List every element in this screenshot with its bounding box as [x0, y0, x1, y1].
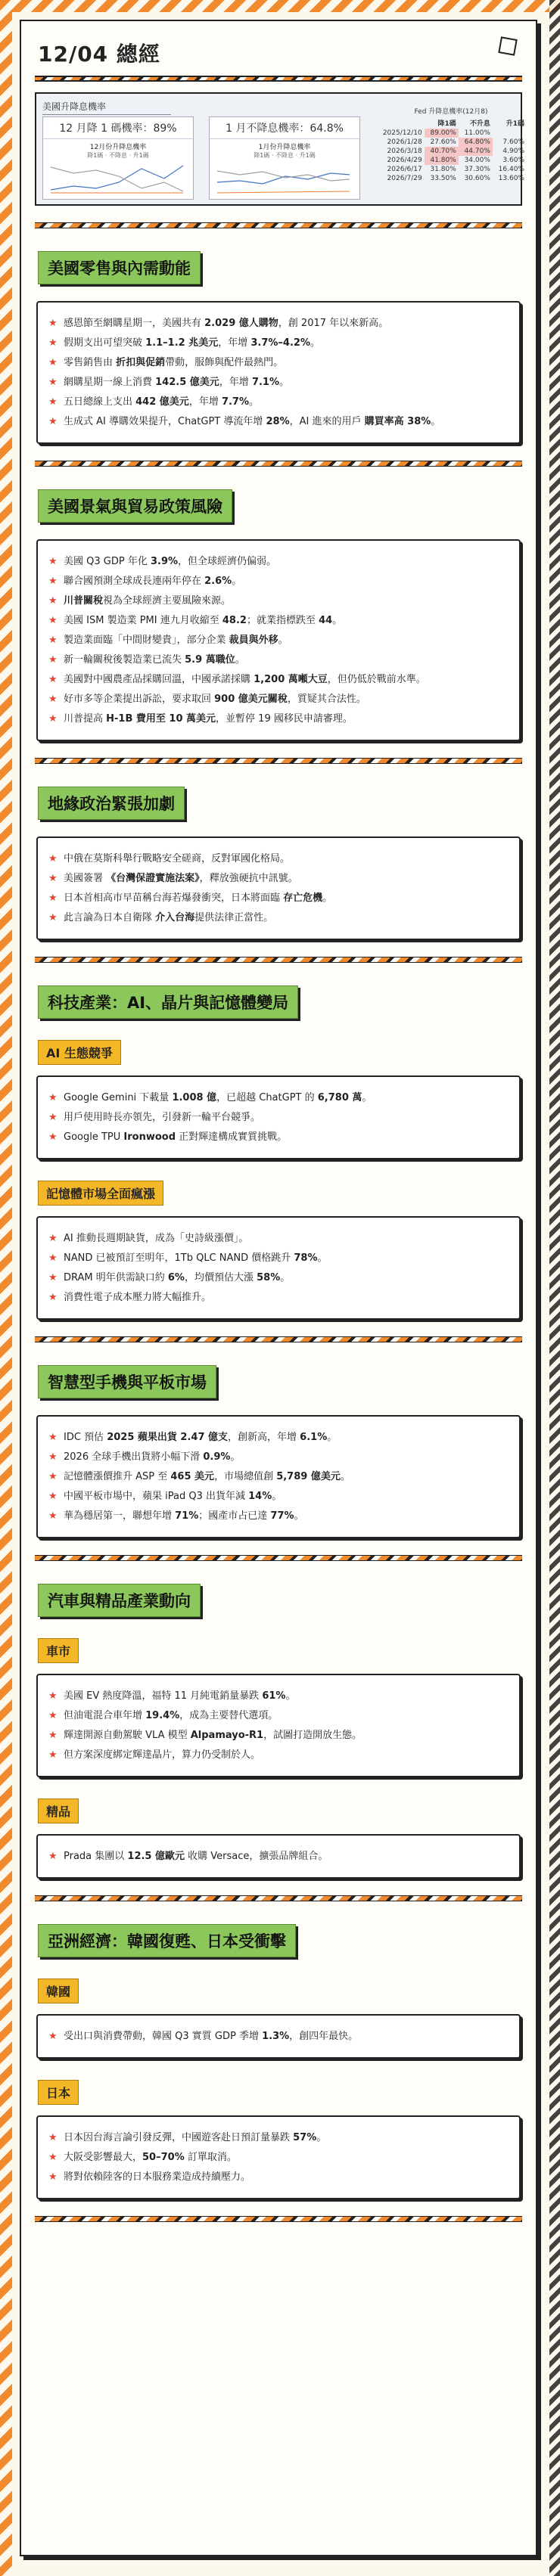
- legend-item: 升1碼: [132, 152, 149, 159]
- highlight-text: 裁員與外移: [229, 635, 278, 646]
- dec-probability-label: 12 月降 1 碼機率：89%: [43, 117, 193, 139]
- bullet-item: ★ 川普提高 H-1B 費用至 10 萬美元，並暫停 19 國移民申請審理。: [48, 711, 509, 727]
- section-divider: [35, 222, 522, 228]
- subsection-title: 日本: [38, 2080, 79, 2105]
- section-title: 汽車與精品產業動向: [38, 1584, 201, 1617]
- star-icon: ★: [48, 1851, 58, 1862]
- bullet-item: ★ 中俄在莫斯科舉行戰略安全磋商，反對軍國化格局。: [48, 851, 509, 867]
- highlight-text: 購買率高 38%: [364, 416, 431, 427]
- bullet-item: ★ 網購星期一線上消費 142.5 億美元，年增 7.1%。: [48, 374, 509, 390]
- star-icon: ★: [48, 1710, 58, 1721]
- highlight-text: 61%: [262, 1690, 286, 1702]
- highlight-text: 0.9%: [203, 1451, 231, 1463]
- star-icon: ★: [48, 2031, 58, 2042]
- section-divider: [35, 461, 522, 467]
- section-divider: [35, 1555, 522, 1561]
- subsection-title: 記憶體市場全面瘋漲: [38, 1181, 163, 1206]
- highlight-text: 142.5 億美元: [155, 377, 219, 388]
- highlight-text: 1.1–1.2 兆美元: [145, 337, 219, 349]
- fed-table-header: [375, 117, 527, 129]
- highlight-text: 71%: [175, 1510, 199, 1522]
- highlight-text: 7.7%: [221, 396, 250, 408]
- dec-legend: 降1碼 · 不降息 · 升1碼: [87, 152, 149, 159]
- bullet-item: ★ 此言論為日本自衛隊 介入台海提供法律正當性。: [48, 910, 509, 926]
- fed-table-cell: 27.60%: [430, 138, 456, 146]
- section-title: 亞洲經濟：韓國復甦、日本受衝擊: [38, 1924, 296, 1957]
- star-icon: ★: [48, 1690, 58, 1702]
- highlight-text: 存亡危機: [283, 892, 323, 904]
- fed-table: [375, 117, 527, 183]
- star-icon: ★: [48, 873, 58, 884]
- bullet-card: [36, 539, 521, 741]
- section-title: 智慧型手機與平板市場: [38, 1365, 216, 1398]
- star-icon: ★: [48, 377, 58, 388]
- highlight-text: 3.9%: [150, 556, 179, 567]
- bullet-item: ★ 中國平板市場中，蘋果 iPad Q3 出貨年減 14%。: [48, 1488, 509, 1504]
- section-divider: [35, 758, 522, 764]
- legend-item: 升1碼: [299, 152, 316, 159]
- fed-header-cell: 升1碼: [506, 120, 524, 128]
- bullet-item: ★ 大阪受影響最大，50–70% 訂單取消。: [48, 2149, 509, 2165]
- highlight-text: 介入台海: [155, 912, 195, 923]
- fed-table-row: [375, 156, 527, 165]
- highlight-text: 1.008 億: [172, 1092, 217, 1103]
- bullet-item: ★ 美國 ISM 製造業 PMI 連九月收縮至 48.2；就業指標跌至 44。: [48, 613, 509, 628]
- star-icon: ★: [48, 1233, 58, 1244]
- fed-table-cell: 89.00%: [425, 129, 459, 138]
- star-icon: ★: [48, 635, 58, 646]
- fed-table-cell: 7.60%: [502, 138, 524, 146]
- fed-table-cell: 16.40%: [498, 166, 524, 173]
- highlight-text: 5.9 萬職位: [185, 654, 235, 666]
- fed-table-cell: 2026/7/29: [387, 175, 422, 182]
- bullet-item: ★ 聯合國預測全球成長連兩年停在 2.6%。: [48, 573, 509, 589]
- bullet-card: [36, 2014, 521, 2059]
- fed-probability-table: [375, 106, 527, 183]
- section-title: 美國零售與內需動能: [38, 251, 201, 284]
- highlight-text: 6.1%: [300, 1432, 328, 1443]
- bullet-card: [36, 301, 521, 444]
- fed-table-cell: 11.00%: [464, 129, 490, 137]
- star-icon: ★: [48, 1252, 58, 1264]
- highlight-text: 442 億美元: [135, 396, 189, 408]
- subsection-title: AI 生態競爭: [38, 1040, 121, 1065]
- bullet-item: ★ 新一輪關稅後製造業已流失 5.9 萬職位。: [48, 652, 509, 668]
- bullet-item: ★ 消費性電子成本壓力將大幅推升。: [48, 1290, 509, 1305]
- highlight-text: 12.5 億歐元: [127, 1851, 185, 1862]
- fed-table-row: [375, 129, 527, 138]
- star-icon: ★: [48, 1272, 58, 1283]
- section-divider: [35, 1336, 522, 1342]
- star-icon: ★: [48, 1471, 58, 1482]
- highlight-text: 50–70%: [142, 2152, 185, 2163]
- fed-table-cell: 13.60%: [498, 175, 524, 182]
- fed-table-cell: 2026/1/28: [387, 138, 422, 146]
- banner-label: 美國升降息機率: [42, 100, 171, 115]
- section-title: 地緣政治緊張加劇: [38, 787, 185, 820]
- fed-table-cell: 64.80%: [459, 138, 493, 147]
- bullet-item: ★ AI 推動長週期缺貨，成為「史詩級漲價」。: [48, 1231, 509, 1246]
- bullet-item: ★ Google Gemini 下載量 1.008 億，已超越 ChatGPT 的 6,780 萬。: [48, 1090, 509, 1106]
- subsection-title: 精品: [38, 1799, 79, 1823]
- star-icon: ★: [48, 853, 58, 864]
- star-icon: ★: [48, 1730, 58, 1741]
- legend-item: 不降息: [275, 152, 294, 159]
- bullet-card: [36, 2115, 521, 2199]
- star-icon: ★: [48, 713, 58, 725]
- right-stripe: [549, 0, 560, 2576]
- jan-series-line: [217, 173, 350, 184]
- bullet-item: ★ NAND 已被預訂至明年，1Tb QLC NAND 價格跳升 78%。: [48, 1250, 509, 1266]
- section-divider: [35, 1895, 522, 1901]
- section-divider: [35, 957, 522, 963]
- highlight-text: 折扣與促銷: [116, 357, 166, 368]
- highlight-text: 48.2: [222, 615, 247, 626]
- section-divider: [35, 2216, 522, 2222]
- star-icon: ★: [48, 318, 58, 329]
- bullet-card: [36, 1415, 521, 1538]
- star-icon: ★: [48, 1092, 58, 1103]
- star-icon: ★: [48, 694, 58, 705]
- star-icon: ★: [48, 1131, 58, 1143]
- bullet-item: ★ 川普關稅視為全球經濟主要風險來源。: [48, 593, 509, 609]
- bullet-item: ★ 華為穩居第一，聯想年增 71%；國產市占已達 77%。: [48, 1508, 509, 1524]
- bullet-item: ★ 但方案深度綁定輝達晶片，算力仍受制於人。: [48, 1747, 509, 1763]
- star-icon: ★: [48, 2152, 58, 2163]
- dec-series-line: [51, 167, 183, 191]
- bullet-item: ★ DRAM 明年供需缺口約 6%，均價預估大漲 58%。: [48, 1270, 509, 1286]
- highlight-text: 58%: [257, 1272, 281, 1283]
- bullet-card: [36, 1834, 521, 1879]
- fed-table-cell: [493, 129, 527, 138]
- content-sections: [35, 228, 522, 2222]
- bullet-item: ★ 但油電混合車年增 19.4%，成為主要替代選項。: [48, 1708, 509, 1724]
- bullet-item: ★ 日本首相高市早苗稱台海若爆發衝突，日本將面臨 存亡危機。: [48, 890, 509, 906]
- bullet-item: ★ 製造業面臨「中間財變貴」，部分企業 裁員與外移。: [48, 632, 509, 648]
- bullet-item: ★ 五日總線上支出 442 億美元，年增 7.7%。: [48, 394, 509, 410]
- fed-header-cell: 降1碼: [437, 120, 456, 128]
- bullet-item: ★ 輝達開源自動駕駛 VLA 模型 Alpamayo-R1，試圖打造開放生態。: [48, 1727, 509, 1743]
- legend-item: 不降息: [109, 152, 127, 159]
- star-icon: ★: [48, 1749, 58, 1761]
- bullet-item: ★ 美國對中國農產品採購回溫，中國承諾採購 1,200 萬噸大豆，但仍低於戰前水準。: [48, 672, 509, 687]
- jan-probability-label: 1 月不降息機率：64.8%: [210, 117, 359, 139]
- bullet-item: ★ 美國 Q3 GDP 年化 3.9%，但全球經濟仍偏弱。: [48, 554, 509, 570]
- star-icon: ★: [48, 556, 58, 567]
- highlight-text: 1.3%: [262, 2031, 290, 2042]
- bullet-item: ★ 2026 全球手機出貨將小幅下滑 0.9%。: [48, 1449, 509, 1465]
- highlight-text: 《台灣保證實施法案》: [106, 873, 200, 884]
- fed-header-cell: [375, 117, 425, 129]
- fed-table-row: [375, 165, 527, 174]
- bullet-item: ★ 假期支出可望突破 1.1–1.2 兆美元，年增 3.7%–4.2%。: [48, 335, 509, 351]
- highlight-text: 川普關稅: [64, 595, 104, 607]
- fed-table-title: Fed 升降息機率(12月8): [414, 108, 488, 116]
- highlight-text: 77%: [270, 1510, 294, 1522]
- highlight-text: Ironwood: [123, 1131, 176, 1143]
- jan-panel: [209, 116, 360, 200]
- star-icon: ★: [48, 576, 58, 587]
- dec-series-line: [51, 166, 183, 190]
- star-icon: ★: [48, 1451, 58, 1463]
- bullet-item: ★ 感恩節至網購星期一，美國共有 2.029 億人購物，創 2017 年以來新高。: [48, 315, 509, 331]
- highlight-text: 19.4%: [145, 1710, 180, 1721]
- star-icon: ★: [48, 1112, 58, 1123]
- star-icon: ★: [48, 337, 58, 349]
- fed-table-cell: 33.50%: [430, 175, 456, 182]
- star-icon: ★: [48, 416, 58, 427]
- bullet-item: ★ 日本因台海言論引發反彈，中國遊客赴日預訂量暴跌 57%。: [48, 2130, 509, 2146]
- fed-table-cell: 2026/4/29: [387, 157, 422, 164]
- highlight-text: 44: [319, 615, 333, 626]
- section-title: 美國景氣與貿易政策風險: [38, 489, 232, 523]
- highlight-text: 28%: [266, 416, 290, 427]
- star-icon: ★: [48, 1292, 58, 1303]
- jan-series-line: [217, 191, 350, 193]
- bullet-card: [36, 1674, 521, 1777]
- star-icon: ★: [48, 674, 58, 685]
- jan-legend: 降1碼 · 不降息 · 升1碼: [254, 152, 316, 159]
- bullet-item: ★ 記憶體漲價推升 ASP 至 465 美元，市場總值創 5,789 億美元。: [48, 1469, 509, 1485]
- star-icon: ★: [48, 615, 58, 626]
- jan-series-line: [217, 171, 350, 181]
- highlight-text: 2.029 億人購物: [204, 318, 278, 329]
- star-icon: ★: [48, 1491, 58, 1502]
- star-icon: ★: [48, 595, 58, 607]
- left-stripe: [0, 0, 12, 2576]
- star-icon: ★: [48, 1510, 58, 1522]
- star-icon: ★: [48, 357, 58, 368]
- fed-table-cell: 41.80%: [425, 156, 459, 165]
- star-icon: ★: [48, 2171, 58, 2183]
- star-icon: ★: [48, 912, 58, 923]
- highlight-text: 14%: [248, 1491, 272, 1502]
- fed-table-row: [375, 174, 527, 183]
- highlight-text: 78%: [294, 1252, 318, 1264]
- highlight-text: 1,200 萬噸大豆: [254, 674, 328, 685]
- dec-line-chart: [43, 160, 191, 197]
- rate-probability-banner: [35, 92, 522, 206]
- subsection-title: 韓國: [38, 1979, 79, 2003]
- star-icon: ★: [48, 1432, 58, 1443]
- bullet-item: ★ 將對依賴陸客的日本服務業造成持續壓力。: [48, 2169, 509, 2185]
- highlight-text: 57%: [293, 2132, 317, 2143]
- legend-item: 降1碼: [254, 152, 270, 159]
- bullet-item: ★ 好市多等企業提出訴訟，要求取回 900 億美元關稅，質疑其合法性。: [48, 691, 509, 707]
- fed-table-cell: 30.60%: [464, 175, 490, 182]
- fed-table-cell: 37.30%: [464, 166, 490, 173]
- highlight-text: 2025 蘋果出貨 2.47 億支: [107, 1432, 229, 1443]
- bullet-item: ★ 用戶使用時長亦領先，引發新一輪平台競爭。: [48, 1110, 509, 1125]
- bullet-card: [36, 1216, 521, 1320]
- highlight-text: H-1B 費用至 10 萬美元: [106, 713, 216, 725]
- bullet-item: ★ 美國 EV 熱度降溫，福特 11 月純電銷量暴跌 61%。: [48, 1688, 509, 1704]
- fed-table-cell: 40.70%: [425, 147, 459, 156]
- fed-table-cell: 3.60%: [502, 157, 524, 164]
- star-icon: ★: [48, 654, 58, 666]
- highlight-text: 6%: [167, 1272, 185, 1283]
- jan-chart-title: 1月份升降息機率: [258, 144, 311, 151]
- fed-table-cell: 2026/6/17: [387, 166, 422, 173]
- bullet-item: ★ 零售銷售由 折扣與促銷帶動，服飾與配件最熱門。: [48, 355, 509, 371]
- subsection-title: 車市: [38, 1638, 79, 1663]
- highlight-text: 465 美元: [170, 1471, 215, 1482]
- jan-line-chart: [210, 160, 358, 197]
- fed-table-cell: 4.90%: [502, 147, 524, 155]
- fed-header-cell: 不升息: [469, 120, 490, 128]
- fed-table-row: [375, 147, 527, 156]
- star-icon: ★: [48, 2132, 58, 2143]
- fed-table-cell: 34.00%: [464, 157, 490, 164]
- newsletter-page: [20, 20, 537, 2556]
- top-stripe: [0, 0, 560, 12]
- bullet-card: [36, 1075, 521, 1159]
- highlight-text: 6,780 萬: [317, 1092, 362, 1103]
- fed-table-row: [375, 138, 527, 147]
- bullet-item: ★ IDC 預估 2025 蘋果出貨 2.47 億支，創新高，年增 6.1%。: [48, 1429, 509, 1445]
- page-title: 12/04 總經: [38, 42, 160, 67]
- star-icon: ★: [48, 396, 58, 408]
- fed-table-cell: 2025/12/10: [382, 129, 422, 137]
- legend-item: 降1碼: [87, 152, 104, 159]
- bullet-item: ★ Google TPU Ironwood 正對輝達構成實質挑戰。: [48, 1129, 509, 1145]
- highlight-text: 900 億美元關稅: [214, 694, 288, 705]
- bullet-card: [36, 836, 521, 940]
- fed-table-cell: 2026/3/18: [387, 147, 422, 155]
- highlight-text: 3.7%–4.2%: [250, 337, 310, 349]
- bullet-item: ★ 受出口與消費帶動，韓國 Q3 實質 GDP 季增 1.3%，創四年最快。: [48, 2028, 509, 2044]
- title-divider: [35, 76, 522, 82]
- dec-chart-title: 12月份升降息機率: [89, 144, 147, 151]
- fed-table-cell: 44.70%: [459, 147, 493, 156]
- dec-panel: [42, 116, 194, 200]
- highlight-text: 5,789 億美元: [276, 1471, 341, 1482]
- corner-tag-icon: [498, 36, 517, 55]
- bullet-item: ★ 生成式 AI 導購效果提升，ChatGPT 導流年增 28%，AI 進來的用戶 購買率高 38%。: [48, 414, 509, 430]
- bullet-item: ★ 美國簽署 《台灣保證實施法案》，釋放強硬抗中訊號。: [48, 871, 509, 886]
- fed-table-cell: 31.80%: [430, 166, 456, 173]
- highlight-text: Alpamayo-R1: [190, 1730, 264, 1741]
- section-title: 科技產業：AI、晶片與記憶體變局: [38, 985, 298, 1019]
- star-icon: ★: [48, 892, 58, 904]
- highlight-text: 7.1%: [251, 377, 279, 388]
- bullet-item: ★ Prada 集團以 12.5 億歐元 收購 Versace，擴張品牌組合。: [48, 1848, 509, 1864]
- highlight-text: 2.6%: [204, 576, 232, 587]
